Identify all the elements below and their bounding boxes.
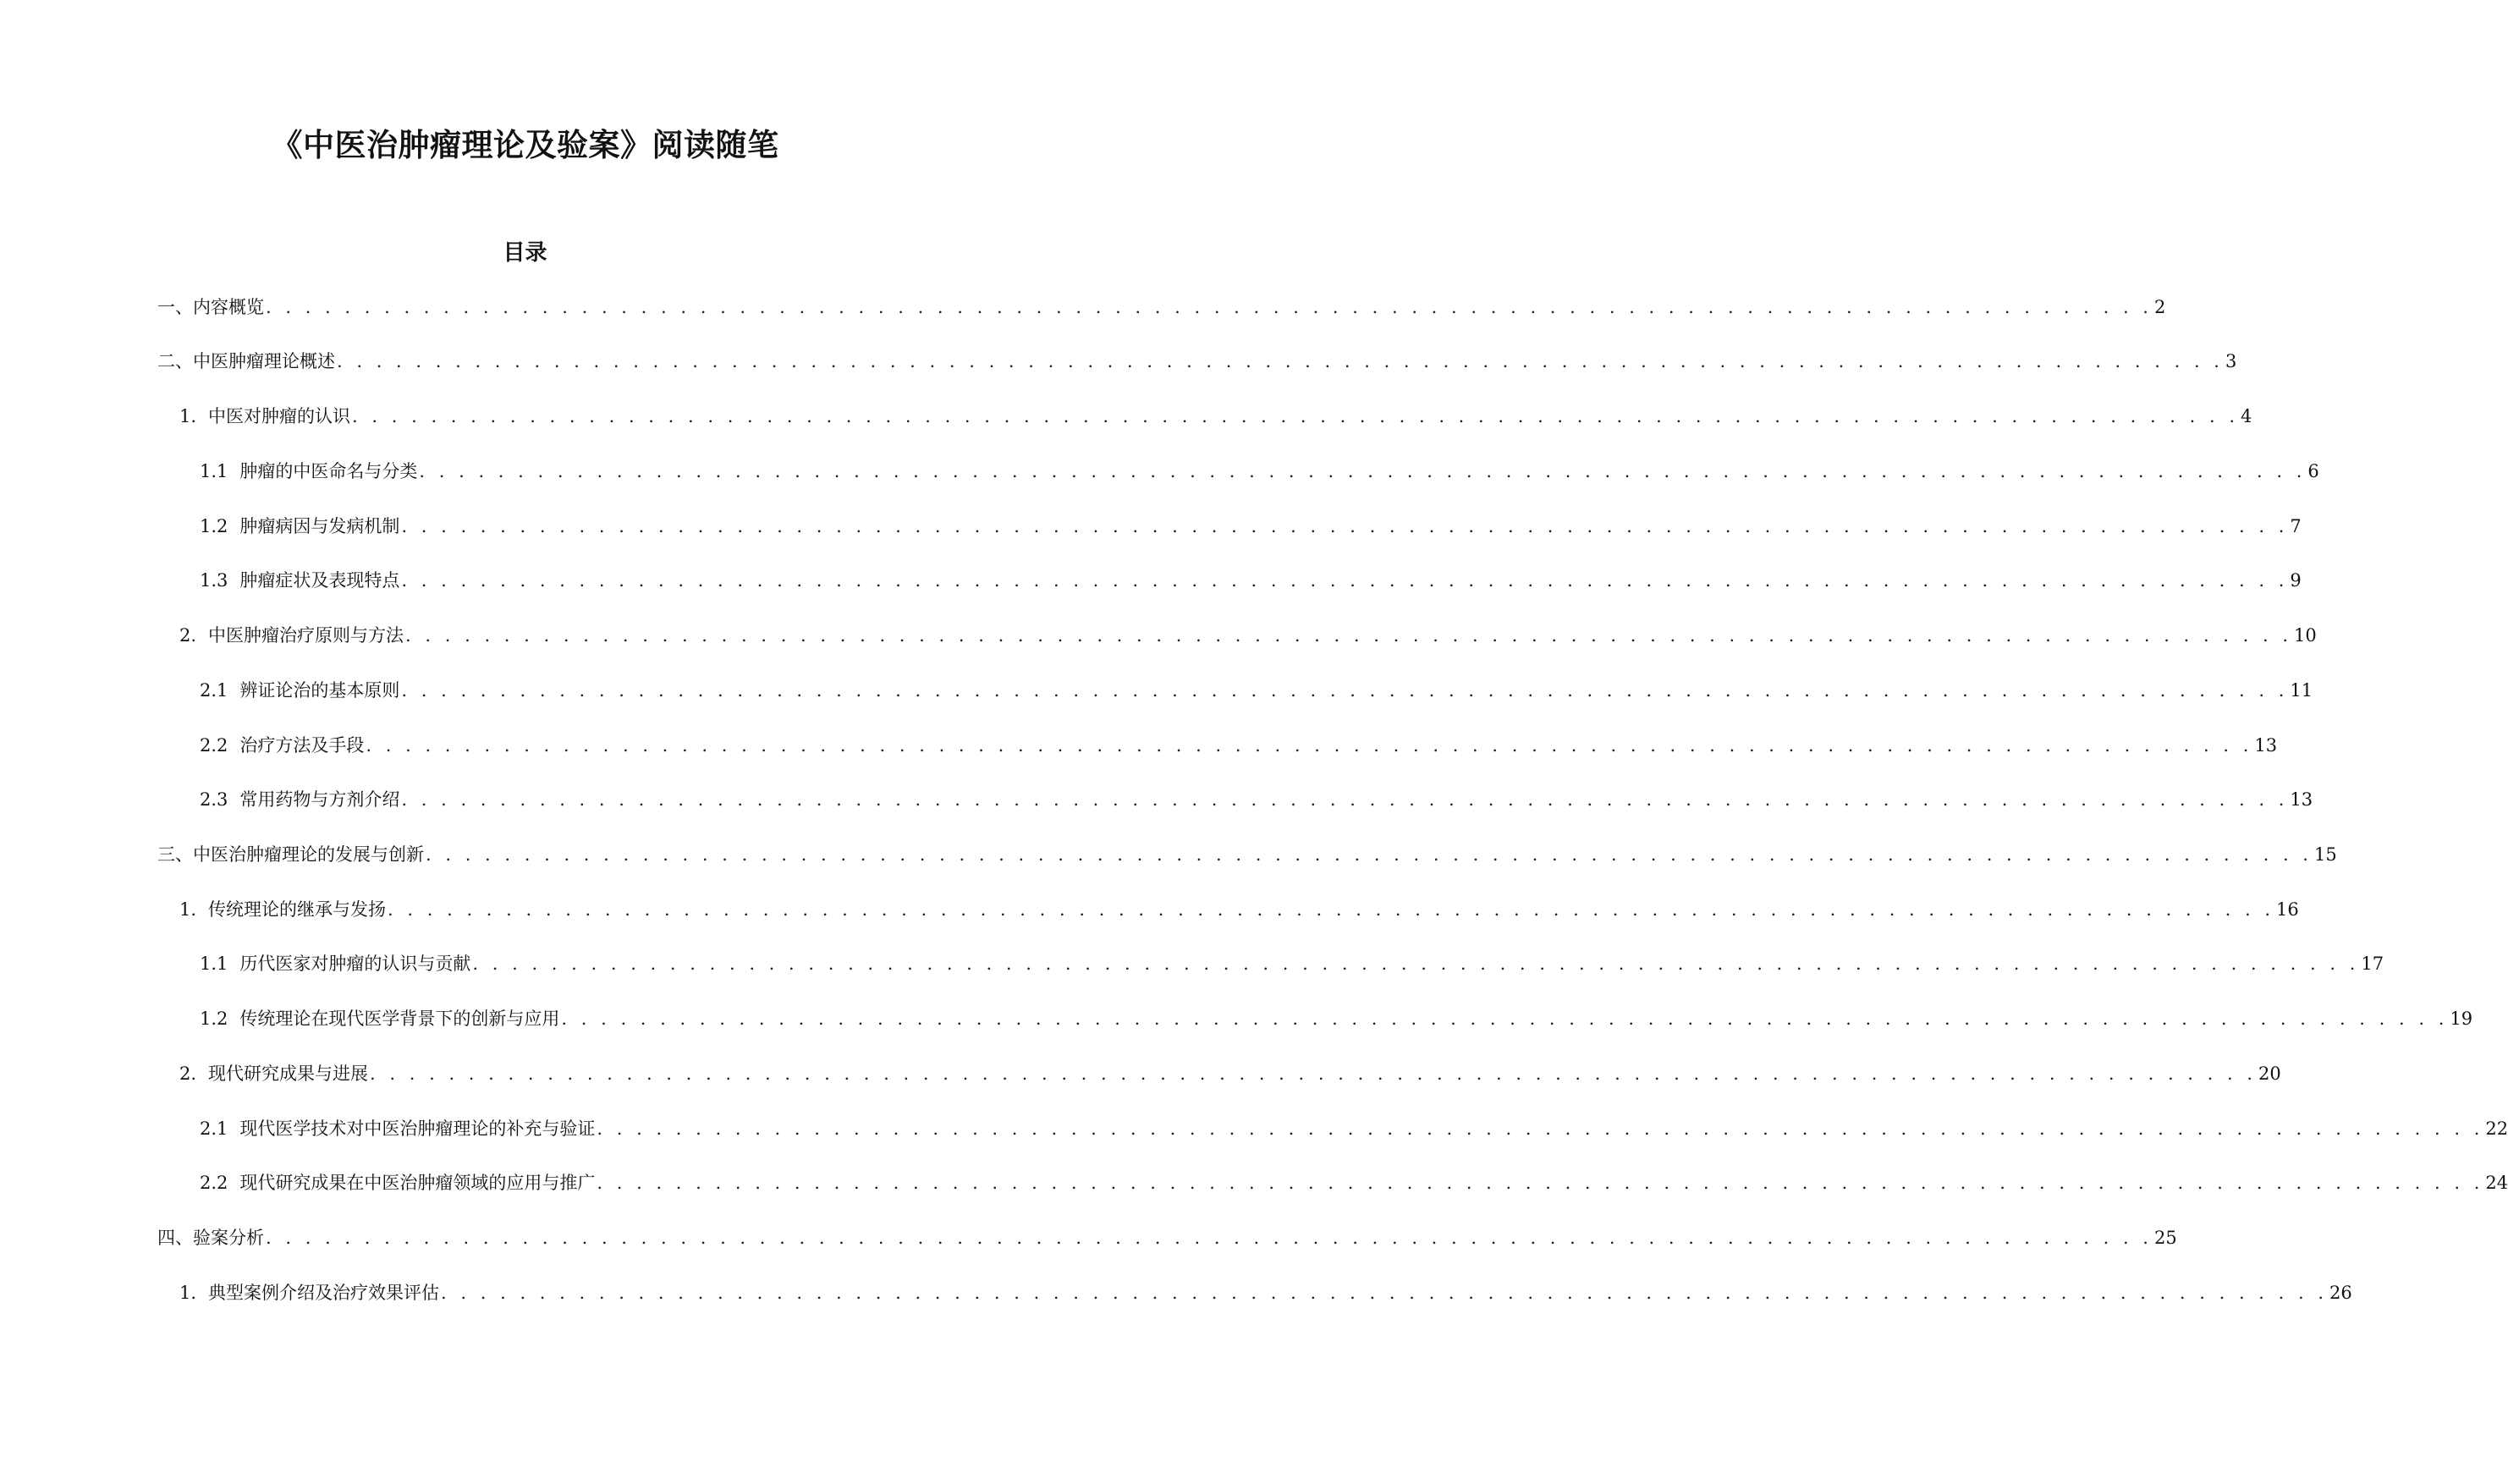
toc-dot-leader: . . . . . . . . . . . . . . . . . . . . . . . . . . . . . . . . . . . . . . . . . . . . . . . . . . . . . . . . . . . . . . . . . . . . . . . . . . . . . . . . . . . . . . . . . . . . . . . . [401, 789, 2289, 810]
toc-dot-leader: . . . . . . . . . . . . . . . . . . . . . . . . . . . . . . . . . . . . . . . . . . . . . . . . . . . . . . . . . . . . . . . . . . . . . . . . . . . . . . . . . . . . . . . . . . . . . . . . [472, 954, 2360, 974]
toc-heading: 目录 [503, 240, 547, 266]
toc-entry[interactable] [200, 785, 2313, 814]
toc-entry-text: 现代研究成果在中医治肿瘤领域的应用与推广 [239, 1173, 596, 1193]
toc-entry-text: 传统理论在现代医学背景下的创新与应用 [239, 1009, 560, 1029]
toc-entry-number: 1.2 [200, 516, 228, 536]
toc-entry[interactable] [179, 895, 2299, 924]
toc-page-number: 11 [2290, 680, 2313, 701]
toc-entry-text: 中医肿瘤理论概述 [193, 351, 335, 371]
toc-dot-leader: . . . . . . . . . . . . . . . . . . . . . . . . . . . . . . . . . . . . . . . . . . . . . . . . . . . . . . . . . . . . . . . . . . . . . . . . . . . . . . . . . . . . . . . . . . . . . . . . [370, 1064, 2258, 1084]
toc-dot-leader: . . . . . . . . . . . . . . . . . . . . . . . . . . . . . . . . . . . . . . . . . . . . . . . . . . . . . . . . . . . . . . . . . . . . . . . . . . . . . . . . . . . . . . . . . . . . . . . . [405, 625, 2293, 646]
toc-entry[interactable] [200, 731, 2278, 760]
toc-entry-text: 历代医家对肿瘤的认识与贡献 [239, 954, 471, 974]
document-title: 《中医治肿瘤理论及验案》阅读随笔 [271, 127, 779, 163]
toc-entry[interactable] [179, 1278, 2352, 1307]
toc-page-number: 6 [2307, 461, 2319, 481]
toc-dot-leader: . . . . . . . . . . . . . . . . . . . . . . . . . . . . . . . . . . . . . . . . . . . . . . . . . . . . . . . . . . . . . . . . . . . . . . . . . . . . . . . . . . . . . . . . . . . . . . . . [597, 1118, 2484, 1139]
toc-page-number: 15 [2313, 844, 2337, 865]
toc-dot-leader: . . . . . . . . . . . . . . . . . . . . . . . . . . . . . . . . . . . . . . . . . . . . . . . . . . . . . . . . . . . . . . . . . . . . . . . . . . . . . . . . . . . . . . . . . . . . . . . . [426, 844, 2313, 865]
toc-page-number: 10 [2294, 625, 2317, 646]
toc-entry-number: 1.3 [200, 570, 228, 591]
toc-page-number: 17 [2361, 954, 2384, 974]
toc-entry-text: 辨证论治的基本原则 [239, 680, 400, 701]
toc-dot-leader: . . . . . . . . . . . . . . . . . . . . . . . . . . . . . . . . . . . . . . . . . . . . . . . . . . . . . . . . . . . . . . . . . . . . . . . . . . . . . . . . . . . . . . . . . . . . . . . . [337, 351, 2224, 371]
toc-entry-number: 1.2 [200, 1009, 228, 1029]
toc-entry-number: 1.1 [200, 954, 228, 974]
toc-dot-leader: . . . . . . . . . . . . . . . . . . . . . . . . . . . . . . . . . . . . . . . . . . . . . . . . . . . . . . . . . . . . . . . . . . . . . . . . . . . . . . . . . . . . . . . . . . . . . . . . [266, 1228, 2153, 1248]
toc-entry[interactable] [157, 293, 2166, 322]
toc-page-number: 13 [2290, 789, 2313, 810]
toc-entry-text: 肿瘤症状及表现特点 [239, 570, 400, 591]
toc-entry-text: 肿瘤病因与发病机制 [239, 516, 400, 536]
toc-entry-number: 三、 [157, 844, 193, 865]
toc-entry[interactable] [200, 457, 2319, 486]
toc-page-number: 25 [2153, 1228, 2177, 1248]
toc-entry-number: 1.1 [200, 461, 228, 481]
toc-entry-text: 现代研究成果与进展 [208, 1064, 369, 1084]
toc-dot-leader: . . . . . . . . . . . . . . . . . . . . . . . . . . . . . . . . . . . . . . . . . . . . . . . . . . . . . . . . . . . . . . . . . . . . . . . . . . . . . . . . . . . . . . . . . . . . . . . . [401, 516, 2289, 536]
toc-dot-leader: . . . . . . . . . . . . . . . . . . . . . . . . . . . . . . . . . . . . . . . . . . . . . . . . . . . . . . . . . . . . . . . . . . . . . . . . . . . . . . . . . . . . . . . . . . . . . . . . [352, 406, 2240, 426]
toc-entry[interactable] [157, 347, 2237, 376]
toc-entry-text: 中医对肿瘤的认识 [208, 406, 351, 426]
toc-entry[interactable] [200, 1114, 2508, 1143]
toc-entry-number: 2.1 [200, 1118, 228, 1139]
toc-entry-number: 2.3 [200, 789, 228, 810]
toc-dot-leader: . . . . . . . . . . . . . . . . . . . . . . . . . . . . . . . . . . . . . . . . . . . . . . . . . . . . . . . . . . . . . . . . . . . . . . . . . . . . . . . . . . . . . . . . . . . . . . . . [401, 570, 2289, 591]
toc-page-number: 22 [2485, 1118, 2508, 1139]
toc-page-number: 26 [2329, 1283, 2352, 1303]
toc-entry-text: 传统理论的继承与发扬 [208, 899, 387, 920]
toc-page-number: 2 [2153, 297, 2166, 317]
toc-dot-leader: . . . . . . . . . . . . . . . . . . . . . . . . . . . . . . . . . . . . . . . . . . . . . . . . . . . . . . . . . . . . . . . . . . . . . . . . . . . . . . . . . . . . . . . . . . . . . . . . [419, 461, 2307, 481]
toc-entry[interactable] [157, 840, 2337, 869]
toc-entry-number: 1. [179, 899, 197, 920]
toc-entry-text: 内容概览 [193, 297, 264, 317]
toc-dot-leader: . . . . . . . . . . . . . . . . . . . . . . . . . . . . . . . . . . . . . . . . . . . . . . . . . . . . . . . . . . . . . . . . . . . . . . . . . . . . . . . . . . . . . . . . . . . . . . . . [401, 680, 2289, 701]
toc-entry-number: 1. [179, 406, 197, 426]
toc-dot-leader: . . . . . . . . . . . . . . . . . . . . . . . . . . . . . . . . . . . . . . . . . . . . . . . . . . . . . . . . . . . . . . . . . . . . . . . . . . . . . . . . . . . . . . . . . . . . . . . . [441, 1283, 2329, 1303]
toc-entry[interactable] [200, 512, 2302, 541]
toc-entry-text: 常用药物与方剂介绍 [239, 789, 400, 810]
toc-entry-text: 治疗方法及手段 [239, 735, 365, 756]
toc-entry[interactable] [200, 1004, 2473, 1033]
toc-entry-text: 典型案例介绍及治疗效果评估 [208, 1283, 440, 1303]
toc-page-number: 7 [2290, 516, 2302, 536]
toc-entry[interactable] [179, 621, 2317, 650]
toc-entry-number: 2.1 [200, 680, 228, 701]
toc-page-number: 20 [2258, 1064, 2281, 1084]
toc-page-number: 13 [2254, 735, 2278, 756]
toc-entry[interactable] [200, 566, 2302, 595]
toc-dot-leader: . . . . . . . . . . . . . . . . . . . . . . . . . . . . . . . . . . . . . . . . . . . . . . . . . . . . . . . . . . . . . . . . . . . . . . . . . . . . . . . . . . . . . . . . . . . . . . . . [266, 297, 2153, 317]
toc-entry-number: 四、 [157, 1228, 193, 1248]
toc-page-number: 9 [2290, 570, 2302, 591]
toc-entry-text: 中医治肿瘤理论的发展与创新 [193, 844, 424, 865]
toc-entry-number: 1. [179, 1283, 197, 1303]
toc-entry[interactable] [200, 949, 2384, 978]
toc-entry[interactable] [157, 1223, 2177, 1252]
toc-entry[interactable] [200, 676, 2313, 705]
toc-entry[interactable] [179, 1059, 2281, 1088]
toc-dot-leader: . . . . . . . . . . . . . . . . . . . . . . . . . . . . . . . . . . . . . . . . . . . . . . . . . . . . . . . . . . . . . . . . . . . . . . . . . . . . . . . . . . . . . . . . . . . . . . . . [366, 735, 2253, 756]
toc-entry-number: 2.2 [200, 735, 228, 756]
toc-entry-text: 中医肿瘤治疗原则与方法 [208, 625, 404, 646]
toc-entry-number: 二、 [157, 351, 193, 371]
toc-dot-leader: . . . . . . . . . . . . . . . . . . . . . . . . . . . . . . . . . . . . . . . . . . . . . . . . . . . . . . . . . . . . . . . . . . . . . . . . . . . . . . . . . . . . . . . . . . . . . . . . [597, 1173, 2484, 1193]
toc-page-number: 3 [2225, 351, 2237, 371]
toc-entry-text: 肿瘤的中医命名与分类 [239, 461, 418, 481]
toc-page-number: 16 [2276, 899, 2299, 920]
toc-page-number: 24 [2485, 1173, 2508, 1193]
toc-entry-number: 一、 [157, 297, 193, 317]
toc-entry-number: 2.2 [200, 1173, 228, 1193]
toc-dot-leader: . . . . . . . . . . . . . . . . . . . . . . . . . . . . . . . . . . . . . . . . . . . . . . . . . . . . . . . . . . . . . . . . . . . . . . . . . . . . . . . . . . . . . . . . . . . . . . . . [388, 899, 2275, 920]
toc-entry-number: 2. [179, 1064, 197, 1084]
toc-entry-number: 2. [179, 625, 197, 646]
toc-entry[interactable] [179, 402, 2252, 431]
toc-page-number: 4 [2241, 406, 2252, 426]
toc-entry-text: 验案分析 [193, 1228, 264, 1248]
toc-page-number: 19 [2450, 1009, 2473, 1029]
toc-dot-leader: . . . . . . . . . . . . . . . . . . . . . . . . . . . . . . . . . . . . . . . . . . . . . . . . . . . . . . . . . . . . . . . . . . . . . . . . . . . . . . . . . . . . . . . . . . . . . . . . [561, 1009, 2449, 1029]
toc-entry-text: 现代医学技术对中医治肿瘤理论的补充与验证 [239, 1118, 596, 1139]
toc-entry[interactable] [200, 1168, 2508, 1197]
